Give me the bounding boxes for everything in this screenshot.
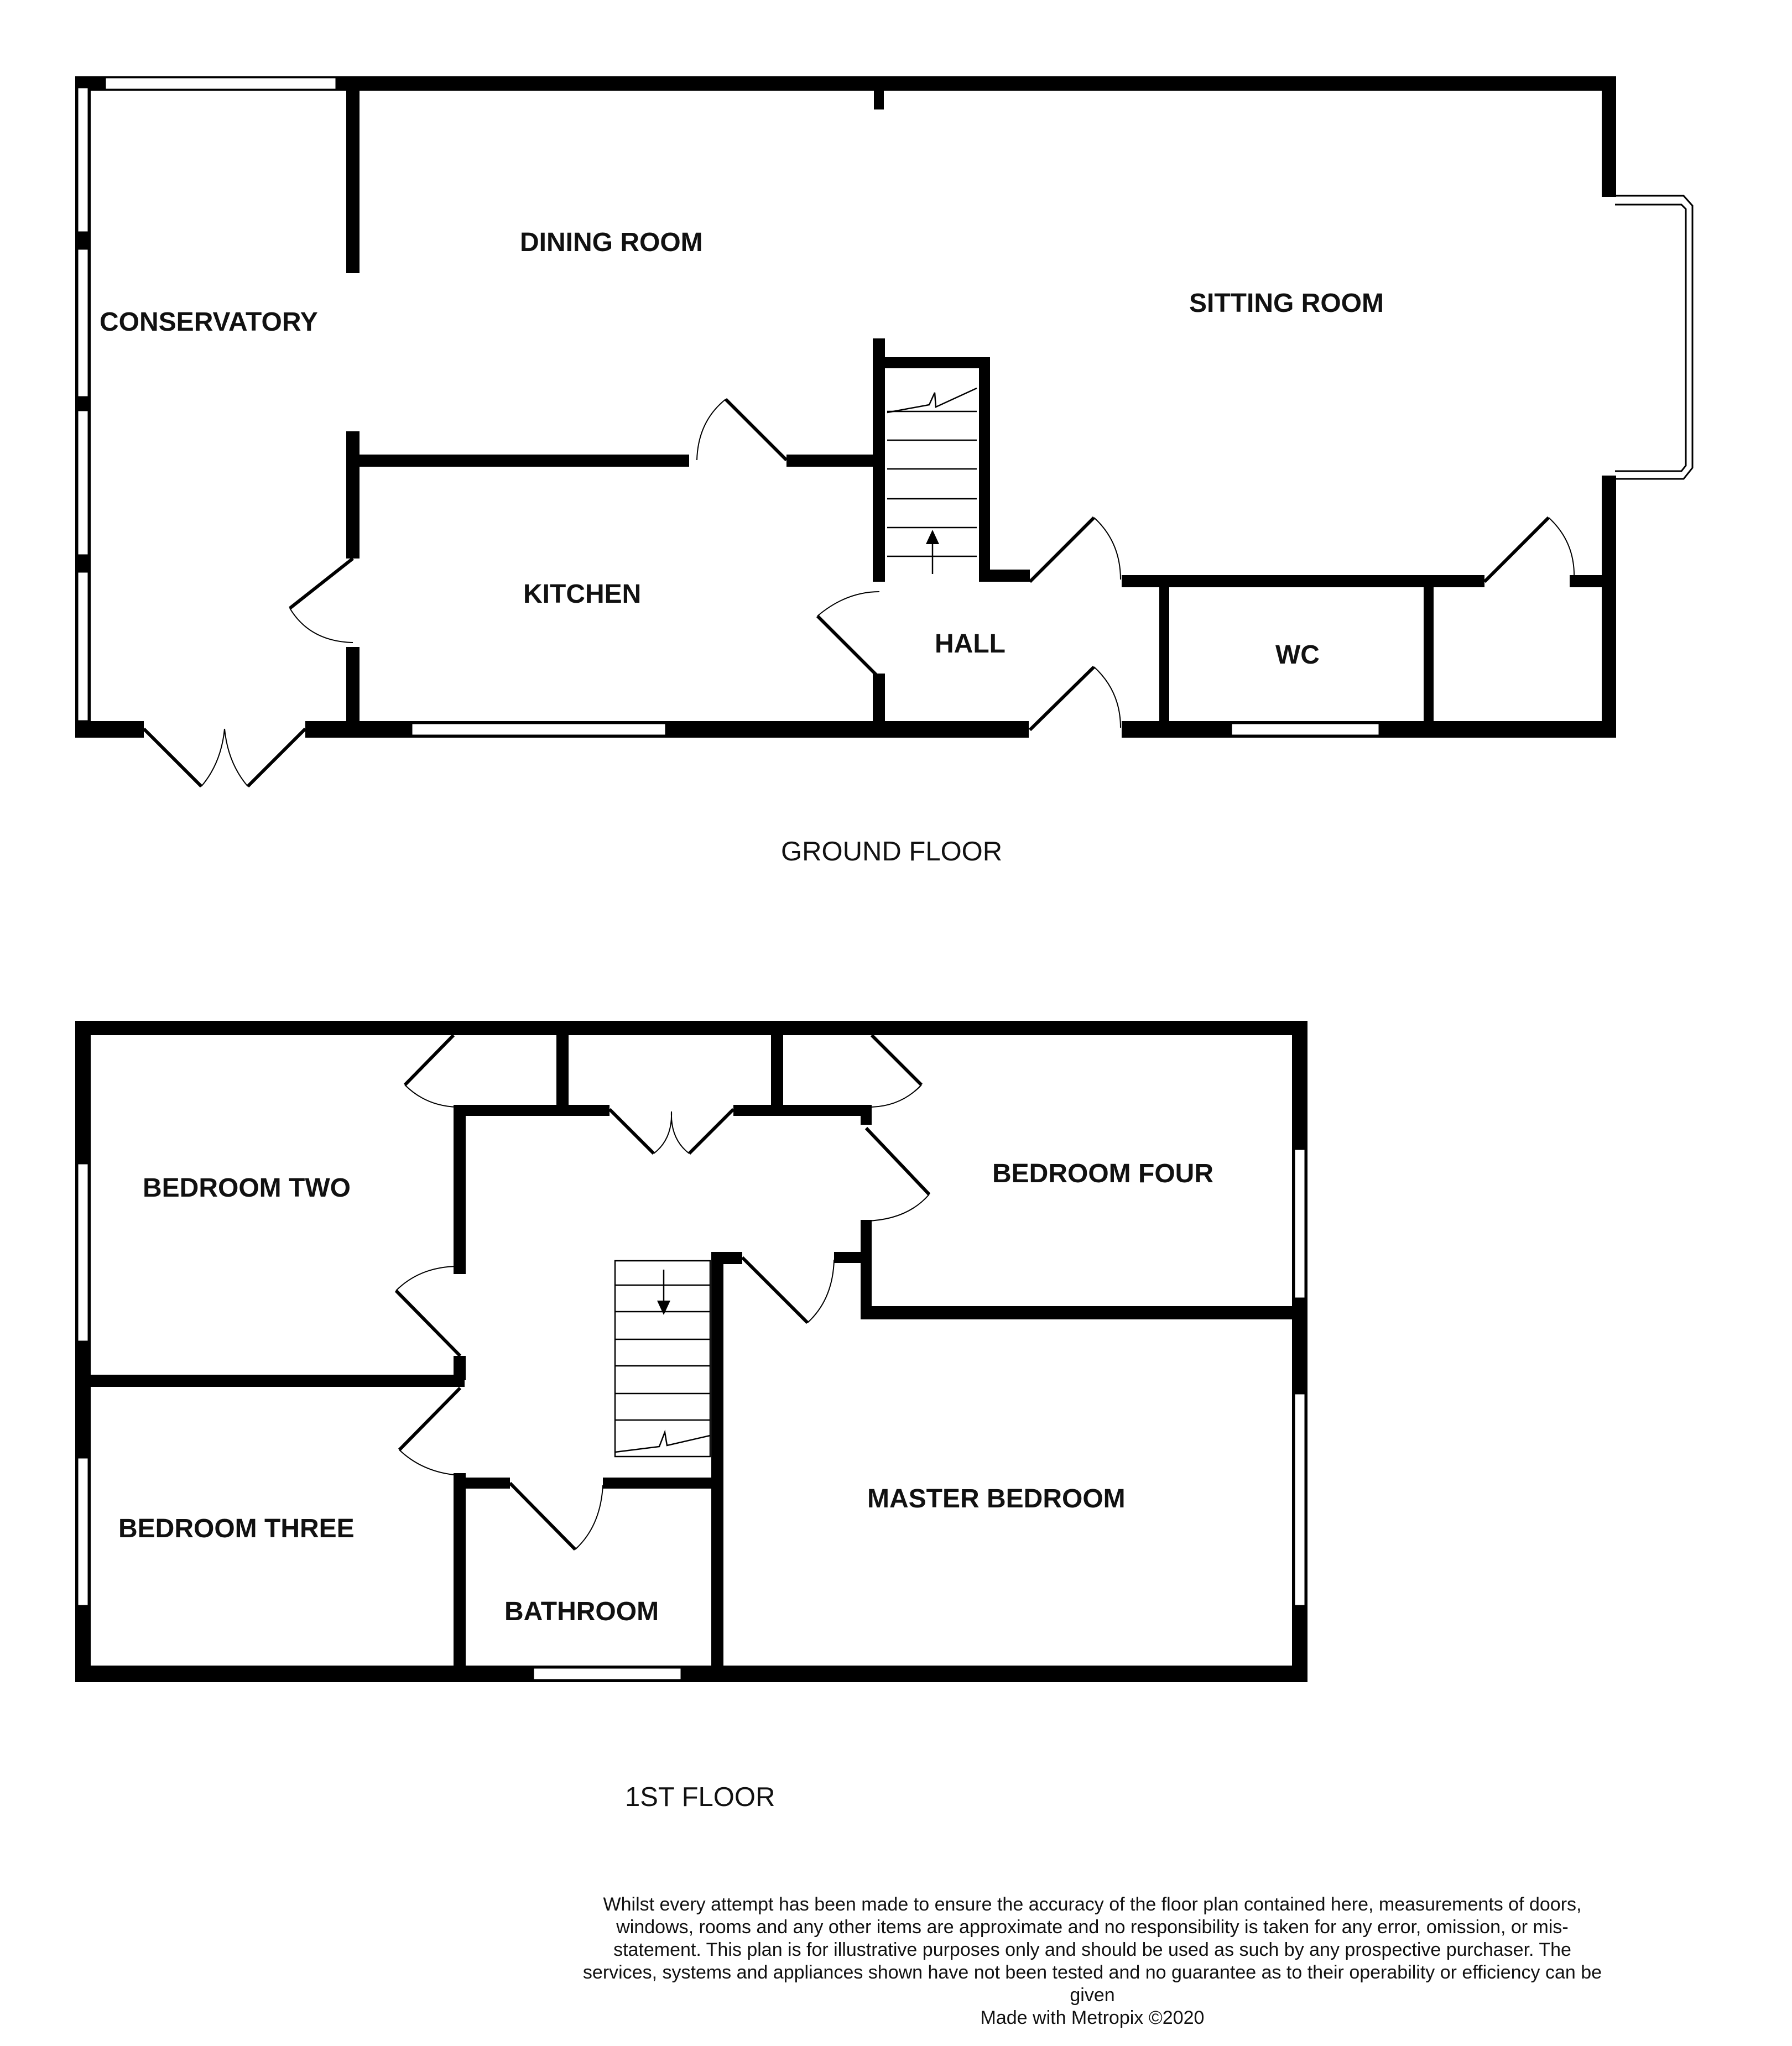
door — [144, 729, 201, 786]
disclaimer-text: Whilst every attempt has been made to ensure the accuracy of the floor plan contained here, measurements of doors, windows, rooms and any other items are approximate and no responsibility is taken for any error, omission, or mis-statement. This plan is for illustrative purposes only and should be used as such by any prospective purchaser. The services, systems and appliances shown have not been tested and no guarantee as to their operability or efficiency can be given — [582, 1894, 1602, 2006]
wall — [86, 1375, 465, 1387]
room-label-bathroom: BATHROOM — [504, 1597, 659, 1626]
wall — [1159, 575, 1169, 730]
wall — [603, 1478, 720, 1489]
window — [533, 1668, 681, 1680]
stair-arrow-head — [657, 1301, 670, 1315]
staircase — [615, 1261, 710, 1457]
window — [1294, 1149, 1305, 1298]
window — [77, 410, 88, 555]
wall — [454, 1105, 610, 1116]
window — [77, 1458, 88, 1606]
wall — [454, 1105, 466, 1274]
disclaimer-credit: Made with Metropix ©2020 — [980, 2007, 1205, 2028]
window — [77, 87, 88, 232]
door — [290, 559, 353, 608]
wall — [346, 647, 360, 729]
wall — [873, 674, 885, 729]
wall — [873, 357, 990, 368]
wall — [75, 721, 144, 738]
wall — [462, 1478, 510, 1489]
window — [1231, 723, 1379, 735]
wall — [346, 91, 360, 273]
wall — [733, 1105, 872, 1116]
wall — [75, 1666, 1307, 1682]
room-label-conservatory: CONSERVATORY — [100, 307, 318, 337]
door — [399, 1388, 460, 1450]
wall — [771, 1031, 783, 1108]
door — [866, 1128, 929, 1194]
wall — [861, 1220, 872, 1315]
bay-window — [1615, 196, 1692, 479]
floor-label-first: 1ST FLOOR — [625, 1782, 775, 1812]
room-label-dining-room: DINING ROOM — [520, 228, 703, 257]
door — [689, 1109, 733, 1154]
wall — [786, 455, 882, 467]
wall — [873, 338, 885, 582]
wall — [861, 1306, 1303, 1319]
wall — [454, 1473, 466, 1672]
room-label-wc: WC — [1275, 640, 1320, 670]
door — [610, 1109, 654, 1154]
wall — [1602, 76, 1616, 197]
door — [817, 616, 879, 678]
wall — [1602, 476, 1616, 738]
wall — [1424, 575, 1434, 730]
wall — [346, 455, 689, 467]
window — [411, 723, 666, 735]
wall — [861, 1107, 872, 1125]
room-label-master-bedroom: MASTER BEDROOM — [867, 1484, 1126, 1513]
room-label-sitting-room: SITTING ROOM — [1189, 289, 1384, 318]
disclaimer — [575, 1893, 1609, 2029]
wall — [556, 1031, 569, 1108]
stair-arrow-head — [926, 530, 939, 544]
wall — [1570, 575, 1616, 587]
floor-label-ground: GROUND FLOOR — [781, 837, 1003, 867]
door — [1030, 518, 1094, 582]
wall — [75, 1021, 1307, 1035]
first-floor-plan — [75, 1021, 1307, 1812]
door — [405, 1035, 454, 1085]
wall — [979, 357, 990, 578]
window — [1294, 1393, 1305, 1606]
wall — [711, 1252, 742, 1264]
room-label-bedroom-four: BEDROOM FOUR — [992, 1159, 1213, 1188]
door — [872, 1035, 921, 1085]
room-label-kitchen: KITCHEN — [523, 580, 642, 609]
door — [726, 399, 786, 460]
wall — [979, 570, 1030, 582]
door — [742, 1257, 808, 1323]
door — [510, 1483, 575, 1549]
wall — [711, 1252, 723, 1672]
door — [1030, 667, 1094, 730]
door — [248, 729, 305, 786]
window — [77, 572, 88, 721]
wall — [874, 84, 884, 109]
door — [1484, 518, 1549, 582]
window — [77, 1163, 88, 1342]
window — [77, 249, 88, 397]
ground-floor-plan — [75, 76, 1692, 867]
wall — [346, 431, 360, 559]
room-label-bedroom-two: BEDROOM TWO — [143, 1173, 351, 1203]
room-label-bedroom-three: BEDROOM THREE — [118, 1514, 355, 1543]
door — [396, 1291, 460, 1356]
staircase — [887, 388, 977, 574]
window — [105, 77, 336, 90]
room-label-hall: HALL — [935, 629, 1006, 659]
